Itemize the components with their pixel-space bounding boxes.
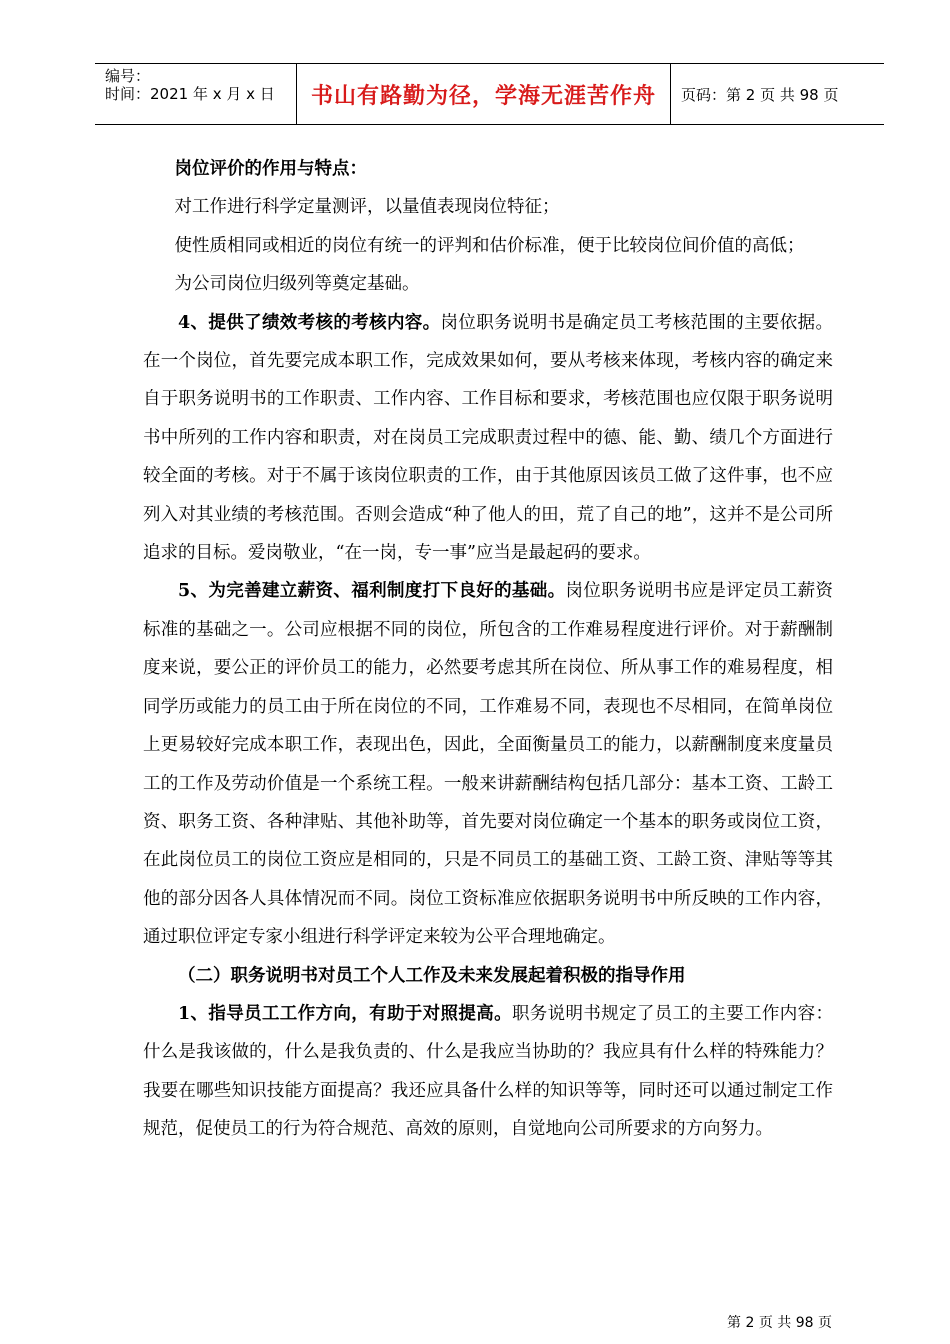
paragraph-lead: 1、指导员工工作方向，有助于对照提高。 [178,1003,512,1024]
document-body [143,150,833,1149]
number-label: 编号： [105,67,151,85]
paragraph: 为公司岗位归级列等奠定基础。 [174,274,420,295]
paragraph-guidance [143,995,833,1149]
paragraph-text: 岗位职务说明书是确定员工考核范围的主要依据。在一个岗位，首先要完成本职工作，完成效果如何，要从考核来体现，考核内容的确定来自于职务说明书的工作职责、工作内容、工作目标和要求，考核范围也应仅限于职务说明书中所列的工作内容和职责，对在岗员工完成职责过程中的德、能、勤、绩几个方面进行较全面的考核。对于不属于该岗位职责的工作，由于其他原因该员工做了这件事，也不应列入对其业绩的考核范围。否则会造成“种了他人的田，荒了自己的地”，这并不是公司所追求的目标。爱岗敬业，“在一岗，专一事”应当是最起码的要求。 [143,312,833,564]
motto-text: 书山有路勤为径，学海无涯苦作舟 [310,84,656,109]
heading-job-evaluation: 岗位评价的作用与特点： [174,159,367,179]
paragraph-performance [143,304,833,573]
time-label: 时间：2021 年 x 月 x 日 [105,85,275,103]
section-heading: （二）职务说明书对员工个人工作及未来发展起着积极的指导作用 [178,965,686,986]
paragraph: 对工作进行科学定量测评，以量值表现岗位特征； [174,197,560,218]
paragraph: 使性质相同或相近的岗位有统一的评判和估价标准，便于比较岗位间价值的高低； [174,235,805,256]
header-motto-cell [297,64,671,124]
page-header [95,63,884,125]
paragraph-text: 岗位职务说明书应是评定员工薪资标准的基础之一。公司应根据不同的岗位，所包含的工作难易程度进行评价。对于薪酬制度来说，要公正的评价员工的能力，必然要考虑其所在岗位、所从事工作的难易程度，相同学历或能力的员工由于所在岗位的不同，工作难易不同，表现也不尽相同，在简单岗位上更易较好完成本职工作，表现出色，因此，全面衡量员工的能力，以薪酬制度来度量员工的工作及劳动价值是一个系统工程。一般来讲薪酬结构包括几部分：基本工资、工龄工资、职务工资、各种津贴、其他补助等，首先要对岗位确定一个基本的职务或岗位工资，在此岗位员工的岗位工资应是相同的，只是不同员工的基础工资、工龄工资、津贴等等其他的部分因各人具体情况而不同。岗位工资标准应依据职务说明书中所反映的工作内容，通过职位评定专家小组进行科学评定来较为公平合理地确定。 [143,581,833,948]
paragraph-salary [143,572,833,956]
header-page-cell [671,64,884,124]
page-footer: 第 2 页 共 98 页 [727,1315,832,1331]
paragraph-lead: 4、提供了绩效考核的考核内容。 [178,312,441,333]
paragraph-text: 职务说明书规定了员工的主要工作内容：什么是我该做的，什么是我负责的、什么是我应当协助的？我应具有什么样的特殊能力？我要在哪些知识技能方面提高？我还应具备什么样的知识等等，同时还可以通过制定工作规范，促使员工的行为符合规范、高效的原则，自觉地向公司所要求的方向努力。 [143,1003,833,1140]
header-info-cell [95,64,297,124]
paragraph-lead: 5、为完善建立薪资、福利制度打下良好的基础。 [178,581,566,602]
header-page-number: 页码：第 2 页 共 98 页 [681,86,839,104]
